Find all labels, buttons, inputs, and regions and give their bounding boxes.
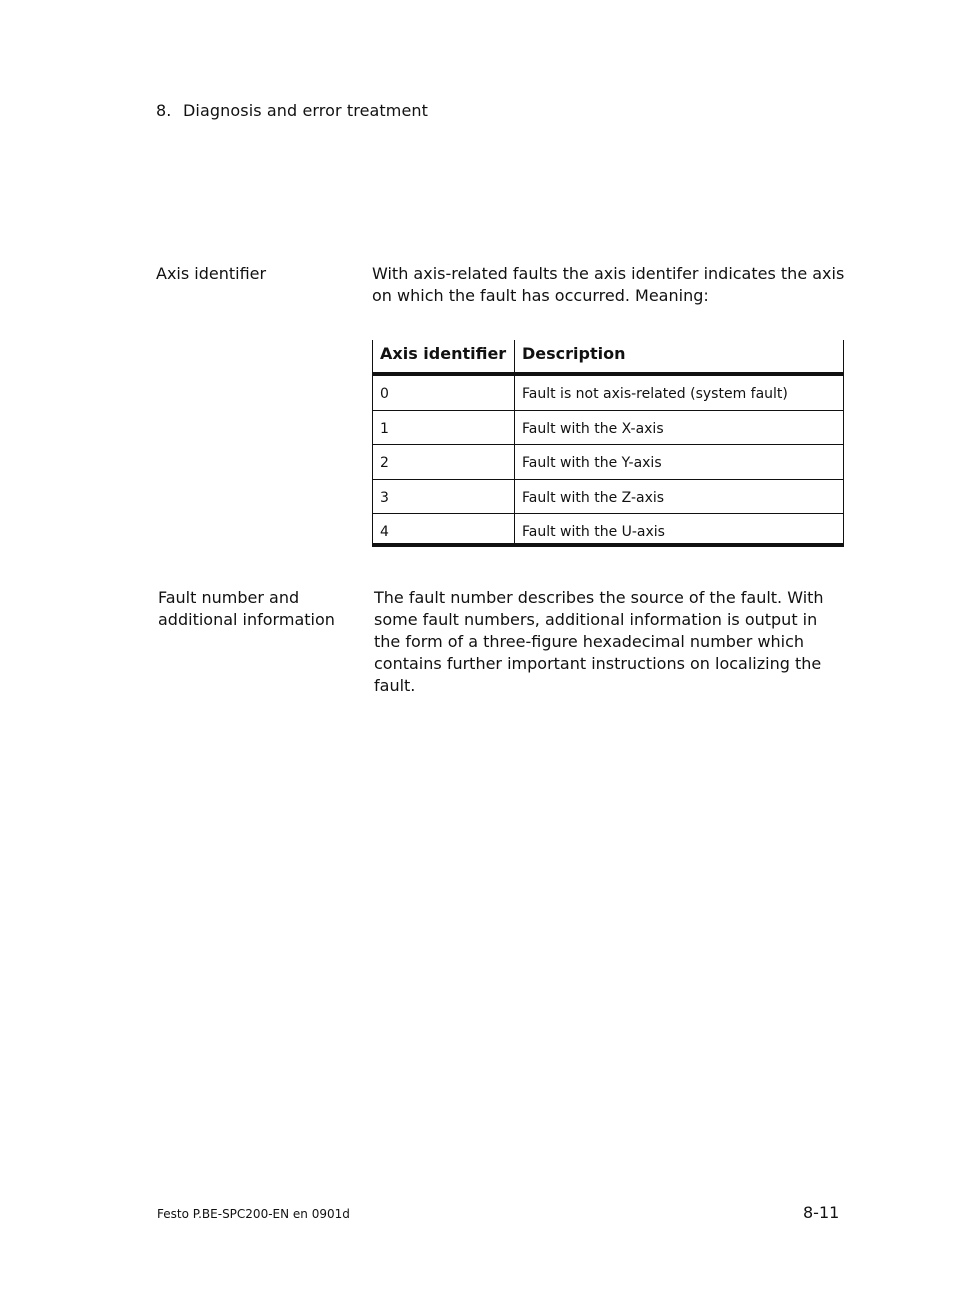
table-cell-description: Fault with the X-axis bbox=[514, 411, 844, 445]
table-header-row bbox=[372, 340, 844, 376]
fault-number-label-line2: additional information bbox=[158, 610, 335, 629]
chapter-number: 8. bbox=[156, 101, 172, 120]
table-cell-axis: 1 bbox=[372, 411, 514, 445]
axis-identifier-intro: With axis-related faults the axis identifer indicates the axis on which the fault has occurred. Meaning: bbox=[372, 264, 845, 305]
axis-identifier-table bbox=[372, 340, 844, 547]
table-cell-description: Fault with the U-axis bbox=[514, 514, 844, 543]
table-cell-axis: 0 bbox=[372, 376, 514, 410]
table-row bbox=[372, 376, 844, 411]
table-row bbox=[372, 445, 844, 480]
chapter-title: Diagnosis and error treatment bbox=[183, 101, 429, 120]
table-cell-axis: 4 bbox=[372, 514, 514, 543]
table-header-description: Description bbox=[514, 340, 844, 372]
table-cell-axis: 2 bbox=[372, 445, 514, 479]
fault-number-label-line1: Fault number and bbox=[158, 588, 300, 607]
axis-identifier-label: Axis identifier bbox=[156, 264, 267, 283]
table-cell-description: Fault with the Z-axis bbox=[514, 480, 844, 514]
table-row bbox=[372, 514, 844, 547]
table-cell-axis: 3 bbox=[372, 480, 514, 514]
fault-number-description: The fault number describes the source of the fault. With some fault numbers, additional information is output in the form of a three-figure hexadecimal number which contains further important instructions on localizing the fault. bbox=[374, 588, 824, 695]
fault-number-label bbox=[158, 587, 335, 631]
table-cell-description: Fault with the Y-axis bbox=[514, 445, 844, 479]
footer-document-id: Festo P.BE-SPC200-EN en 0901d bbox=[157, 1207, 350, 1221]
table-cell-description: Fault is not axis-related (system fault) bbox=[514, 376, 844, 410]
table-header-axis-identifier: Axis identifier bbox=[372, 340, 514, 372]
table-row bbox=[372, 411, 844, 446]
chapter-heading bbox=[156, 101, 428, 120]
footer-page-number: 8-11 bbox=[803, 1203, 840, 1222]
table-row bbox=[372, 480, 844, 515]
